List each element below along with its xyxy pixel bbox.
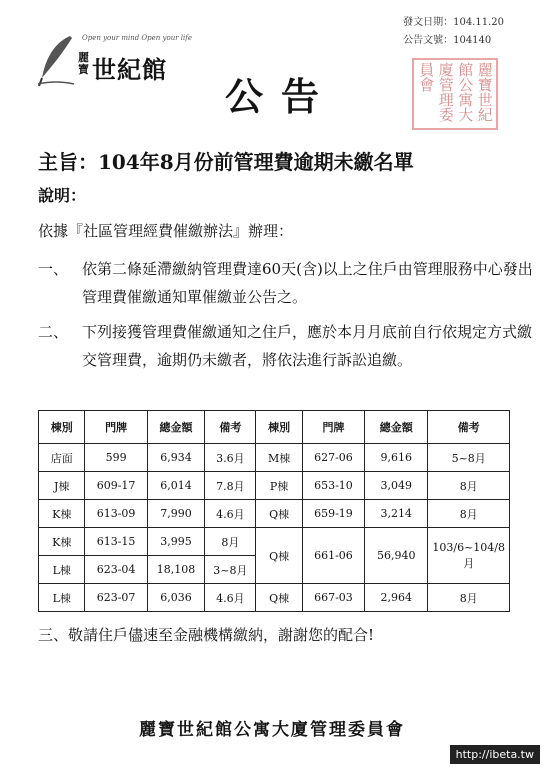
table-cell: 8月 bbox=[428, 500, 510, 528]
explanation-label: 說明： bbox=[38, 186, 87, 205]
notice-number: 104140 bbox=[453, 35, 492, 46]
table-cell: 623-04 bbox=[85, 556, 147, 584]
item-number: 二、 bbox=[38, 323, 69, 341]
logo-small-text: 麗寶 bbox=[78, 51, 89, 76]
seal-text-column: 廈管理委 bbox=[436, 62, 455, 122]
table-cell: P棟 bbox=[256, 472, 302, 500]
table-cell: K棟 bbox=[39, 528, 85, 556]
table-cell: 609-17 bbox=[85, 472, 147, 500]
closing-line: 三、敬請住戶儘速至金融機構繳納，謝謝您的配合! bbox=[38, 626, 375, 644]
committee-signature: 麗寶世紀館公寓大廈管理委員會 bbox=[139, 720, 405, 740]
table-cell: 5~8月 bbox=[428, 444, 510, 472]
table-cell: Q棟 bbox=[256, 528, 302, 584]
table-cell: 661-06 bbox=[302, 528, 364, 584]
table-cell: 7.8月 bbox=[205, 472, 256, 500]
table-row bbox=[39, 528, 510, 556]
table-cell: 4.6月 bbox=[205, 584, 256, 612]
table-cell: 2,964 bbox=[365, 584, 428, 612]
table-cell: 3,049 bbox=[365, 472, 428, 500]
subject-line: 主旨：104年8月份前管理費逾期未繳名單 bbox=[38, 150, 414, 174]
table-cell: M棟 bbox=[256, 444, 302, 472]
table-cell: Q棟 bbox=[256, 584, 302, 612]
table-cell: 599 bbox=[85, 444, 147, 472]
table-cell: 627-06 bbox=[302, 444, 364, 472]
logo-tagline: Open your mind Open your life bbox=[82, 34, 192, 42]
basis-line: 依據『社區管理經費催繳辦法』辦理： bbox=[38, 222, 294, 240]
col-header: 門牌 bbox=[85, 411, 147, 444]
seal-text-column: 麗寶世紀 bbox=[475, 62, 494, 122]
table-cell: J棟 bbox=[39, 472, 85, 500]
item-number: 一、 bbox=[38, 260, 69, 278]
table-cell: L棟 bbox=[39, 556, 85, 584]
table-cell: 667-03 bbox=[302, 584, 364, 612]
col-header: 備考 bbox=[205, 411, 256, 444]
col-header: 總金額 bbox=[365, 411, 428, 444]
page-title: 公告 bbox=[224, 75, 337, 119]
table-cell: K棟 bbox=[39, 500, 85, 528]
watermark: http://ibeta.tw bbox=[450, 745, 540, 764]
table-cell: 653-10 bbox=[302, 472, 364, 500]
seal-text-column: 員會 bbox=[417, 62, 436, 92]
logo-name: 世紀館 bbox=[92, 55, 167, 84]
seal-text-column: 館公寓大 bbox=[456, 62, 475, 122]
table-cell: 3,214 bbox=[365, 500, 428, 528]
item-text: 下列接獲管理費催繳通知之住戶，應於本月月底前自行依規定方式繳交管理費，逾期仍未繳者，將依法進行訴訟追繳。 bbox=[82, 323, 533, 369]
issue-date-label: 發文日期： bbox=[403, 17, 454, 28]
overdue-fee-table bbox=[38, 410, 510, 612]
table-cell: 7,990 bbox=[147, 500, 205, 528]
table-row bbox=[39, 500, 510, 528]
col-header: 備考 bbox=[428, 411, 510, 444]
table-cell: 9,616 bbox=[365, 444, 428, 472]
col-header: 棟別 bbox=[256, 411, 302, 444]
item-text: 依第二條延滯繳納管理費達60天(含)以上之住戶由管理服務中心發出管理費催繳通知單催繳並公告之。 bbox=[82, 260, 533, 306]
table-cell: 613-09 bbox=[85, 500, 147, 528]
table-cell: 103/6~104/8月 bbox=[428, 528, 510, 584]
table-cell: 店面 bbox=[39, 444, 85, 472]
table-cell: 623-07 bbox=[85, 584, 147, 612]
table-cell: 8月 bbox=[205, 528, 256, 556]
table-cell: 18,108 bbox=[147, 556, 205, 584]
table-cell: 3,995 bbox=[147, 528, 205, 556]
table-header-row bbox=[39, 411, 510, 444]
table-cell: L棟 bbox=[39, 584, 85, 612]
table-cell: 613-15 bbox=[85, 528, 147, 556]
notice-number-label: 公告文號： bbox=[403, 35, 454, 46]
table-cell: 3.6月 bbox=[205, 444, 256, 472]
table-cell: Q棟 bbox=[256, 500, 302, 528]
table-cell: 6,036 bbox=[147, 584, 205, 612]
table-cell: 8月 bbox=[428, 584, 510, 612]
col-header: 總金額 bbox=[147, 411, 205, 444]
issue-date: 104.11.20 bbox=[453, 17, 504, 28]
issue-date-line bbox=[403, 14, 504, 32]
table-cell: 659-19 bbox=[302, 500, 364, 528]
table-cell: 3~8月 bbox=[205, 556, 256, 584]
table-cell: 4.6月 bbox=[205, 500, 256, 528]
document-meta bbox=[403, 14, 504, 50]
notice-number-line bbox=[403, 32, 504, 50]
col-header: 門牌 bbox=[302, 411, 364, 444]
table-row bbox=[39, 584, 510, 612]
col-header: 棟別 bbox=[39, 411, 85, 444]
table-row bbox=[39, 472, 510, 500]
table-cell: 56,940 bbox=[365, 528, 428, 584]
table-cell: 6,934 bbox=[147, 444, 205, 472]
table-row bbox=[39, 444, 510, 472]
table-cell: 6,014 bbox=[147, 472, 205, 500]
table-cell: 8月 bbox=[428, 472, 510, 500]
